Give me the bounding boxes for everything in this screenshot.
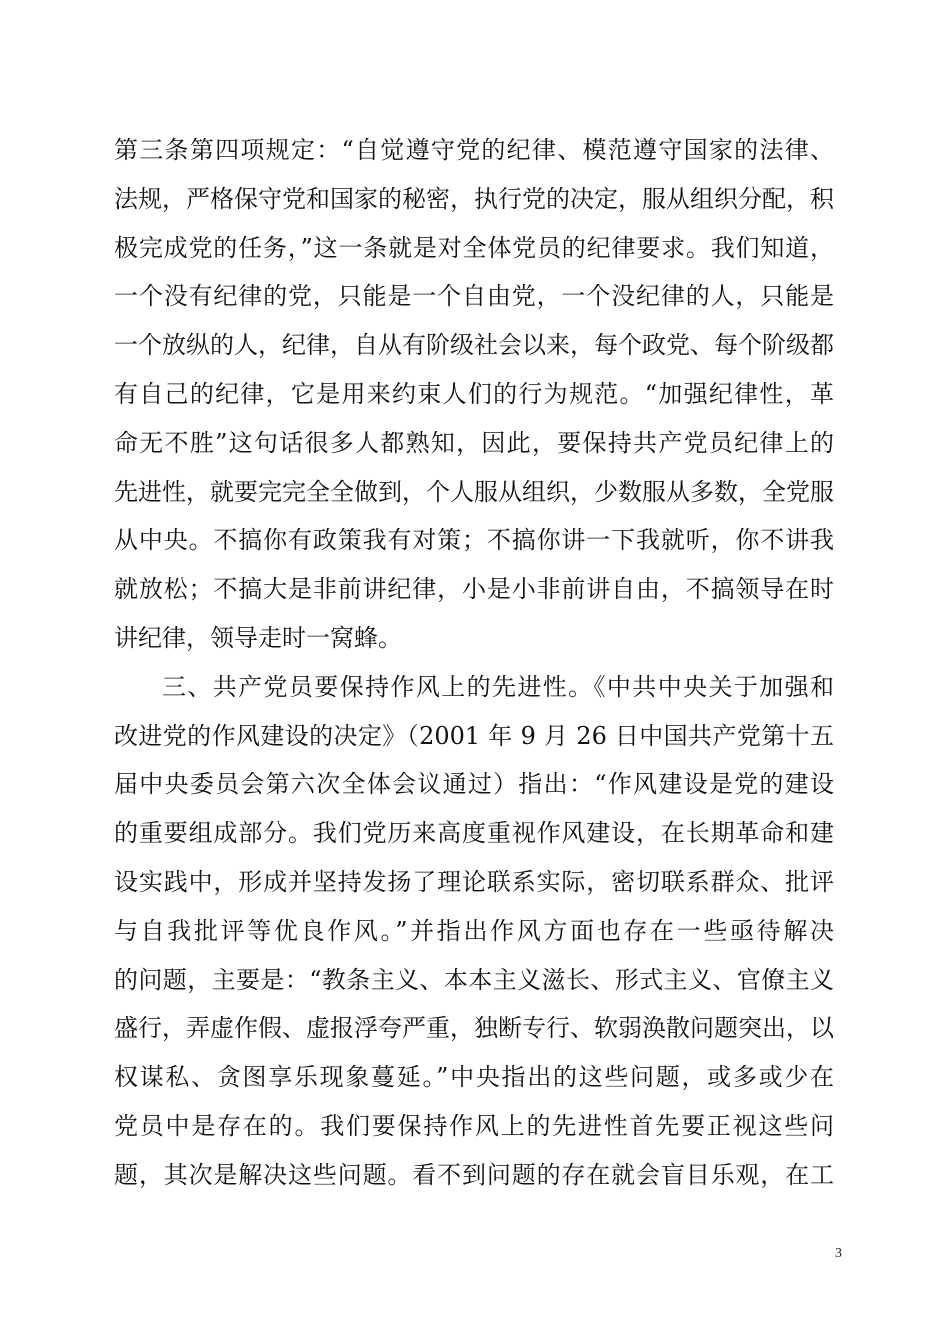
text-line: 极完成党的任务，”这一条就是对全体党员的纪律要求。我们知道， [114, 233, 834, 262]
text-line: 三、共产党员要保持作风上的先进性。《中共中央关于加强和 [162, 672, 834, 701]
text-line: 一个没有纪律的党，只能是一个自由党，一个没纪律的人，只能是 [114, 282, 834, 311]
page-number: 3 [835, 1246, 842, 1261]
text-line: 的问题，主要是：“教条主义、本本主义滋长、形式主义、官僚主义 [114, 965, 834, 994]
text-line: 届中央委员会第六次全体会议通过）指出：“作风建设是党的建设 [114, 770, 834, 799]
text-line: 从中央。不搞你有政策我有对策；不搞你讲一下我就听，你不讲我 [114, 526, 834, 555]
text-line: 盛行，弄虚作假、虚报浮夸严重，独断专行、软弱涣散问题突出，以 [114, 1014, 834, 1043]
text-line: 的重要组成部分。我们党历来高度重视作风建设，在长期革命和建 [114, 819, 834, 848]
text-line: 与自我批评等优良作风。”并指出作风方面也存在一些亟待解决 [114, 916, 834, 945]
text-line: 第三条第四项规定：“自觉遵守党的纪律、模范遵守国家的法律、 [114, 136, 834, 164]
paragraph-2 [114, 663, 834, 1200]
text-line: 题，其次是解决这些问题。看不到问题的存在就会盲目乐观，在工 [114, 1160, 834, 1189]
text-line: 设实践中，形成并坚持发扬了理论联系实际，密切联系群众、批评 [114, 867, 834, 896]
text-line: 讲纪律，领导走时一窝蜂。 [114, 623, 402, 652]
body-text [114, 126, 834, 1200]
text-line: 先进性，就要完完全全做到，个人服从组织，少数服从多数，全党服 [114, 477, 834, 506]
text-line: 有自己的纪律，它是用来约束人们的行为规范。“加强纪律性，革 [114, 379, 834, 408]
text-line: 一个放纵的人，纪律，自从有阶级社会以来，每个政党、每个阶级都 [114, 331, 834, 360]
paragraph-1 [114, 126, 834, 663]
text-line: 命无不胜”这句话很多人都熟知，因此，要保持共产党员纪律上的 [114, 428, 834, 457]
text-line: 权谋私、贪图享乐现象蔓延。”中央指出的这些问题，或多或少在 [114, 1063, 834, 1092]
text-line: 法规，严格保守党和国家的秘密，执行党的决定，服从组织分配，积 [114, 184, 834, 213]
text-line: 党员中是存在的。我们要保持作风上的先进性首先要正视这些问 [114, 1111, 834, 1140]
text-line: 就放松；不搞大是非前讲纪律，小是小非前讲自由，不搞领导在时 [114, 575, 834, 604]
text-line: 改进党的作风建设的决定》（2001 年 9 月 26 日中国共产党第十五 [114, 721, 834, 750]
